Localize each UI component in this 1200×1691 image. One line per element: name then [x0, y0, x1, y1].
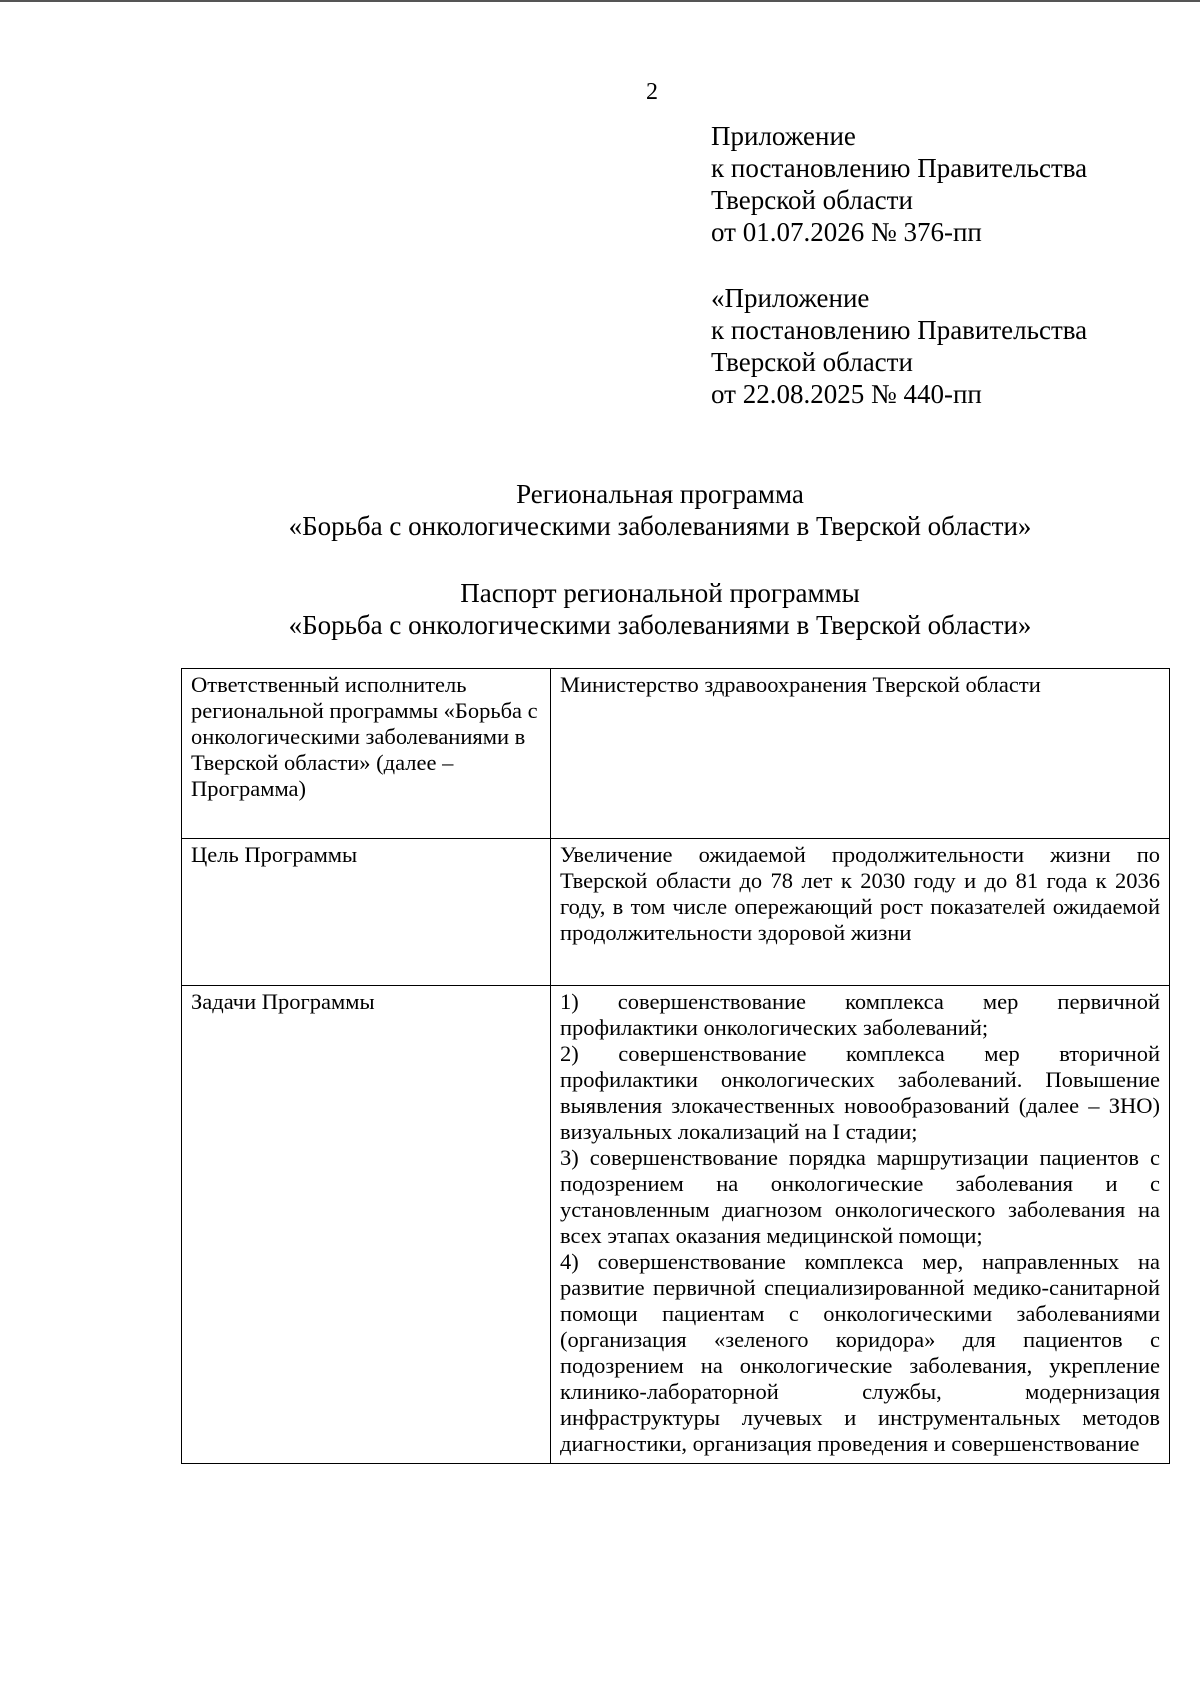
passport-title [200, 577, 1120, 641]
table-cell-label: Цель Программы [182, 839, 551, 986]
table-cell-label: Задачи Программы [182, 986, 551, 1464]
approval-current-line-3: Тверской области [711, 185, 913, 215]
program-title-line-2: «Борьба с онкологическими заболеваниями в Тверской области» [288, 511, 1032, 541]
approval-current-line-1: Приложение [711, 121, 856, 151]
table-row-program-tasks [182, 986, 1170, 1464]
approval-previous-line-3: Тверской области [711, 347, 913, 377]
page-top-edge [0, 0, 1200, 2]
program-title-line-1: Региональная программа [516, 479, 804, 509]
table-cell-value: Увеличение ожидаемой продолжительности жизни по Тверской области до 78 лет к 2030 году и до 81 года к 2036 году, в том числе опережающий рост показателей ожидаемой продолжительности здоровой жизни [551, 839, 1170, 986]
table-row-program-goal [182, 839, 1170, 986]
page-number: 2 [646, 79, 658, 105]
program-title [200, 478, 1120, 542]
approval-previous-line-2: к постановлению Правительства [711, 315, 1088, 345]
task-item-1: 1) совершенствование комплекса мер первичной профилактики онкологических заболеваний; [560, 989, 1160, 1040]
approval-previous-line-1: «Приложение [711, 283, 870, 313]
approval-previous-line-4: от 22.08.2025 № 440-пп [711, 379, 982, 409]
program-passport-table [181, 668, 1170, 1464]
table-cell-label: Ответственный исполнитель региональной программы «Борьба с онкологическими заболеваниями в Тверской области» (далее – Программа) [182, 669, 551, 839]
task-item-3: 3) совершенствование порядка маршрутизации пациентов с подозрением на онкологические заболевания и с установленным диагнозом онкологического заболевания на всех этапах оказания медицинской помощи; [560, 1145, 1160, 1248]
table-cell-value [551, 986, 1170, 1464]
task-item-4: 4) совершенствование комплекса мер, направленных на развитие первичной специализированной медико-санитарной помощи пациентам с онкологическими заболеваниями (организация «зеленого коридора» для пациентов с подозрением на онкологические заболевания, укрепление клинико-лабораторной службы, модернизация инфраструктуры лучевых и инструментальных методов диагностики, организация проведения и совершенствование [560, 1249, 1160, 1456]
passport-title-line-2: «Борьба с онкологическими заболеваниями в Тверской области» [288, 610, 1032, 640]
passport-title-line-1: Паспорт региональной программы [460, 578, 860, 608]
approval-block-previous [711, 282, 1087, 410]
table-cell-value: Министерство здравоохранения Тверской области [551, 669, 1170, 839]
approval-block-current [711, 120, 1087, 248]
table-row-responsible-executor [182, 669, 1170, 839]
task-item-2: 2) совершенствование комплекса мер вторичной профилактики онкологических заболеваний. Повышение выявления злокачественных новообразований (далее – ЗНО) визуальных локализаций на I стадии; [560, 1041, 1160, 1144]
approval-current-line-2: к постановлению Правительства [711, 153, 1088, 183]
approval-current-line-4: от 01.07.2026 № 376-пп [711, 217, 982, 247]
